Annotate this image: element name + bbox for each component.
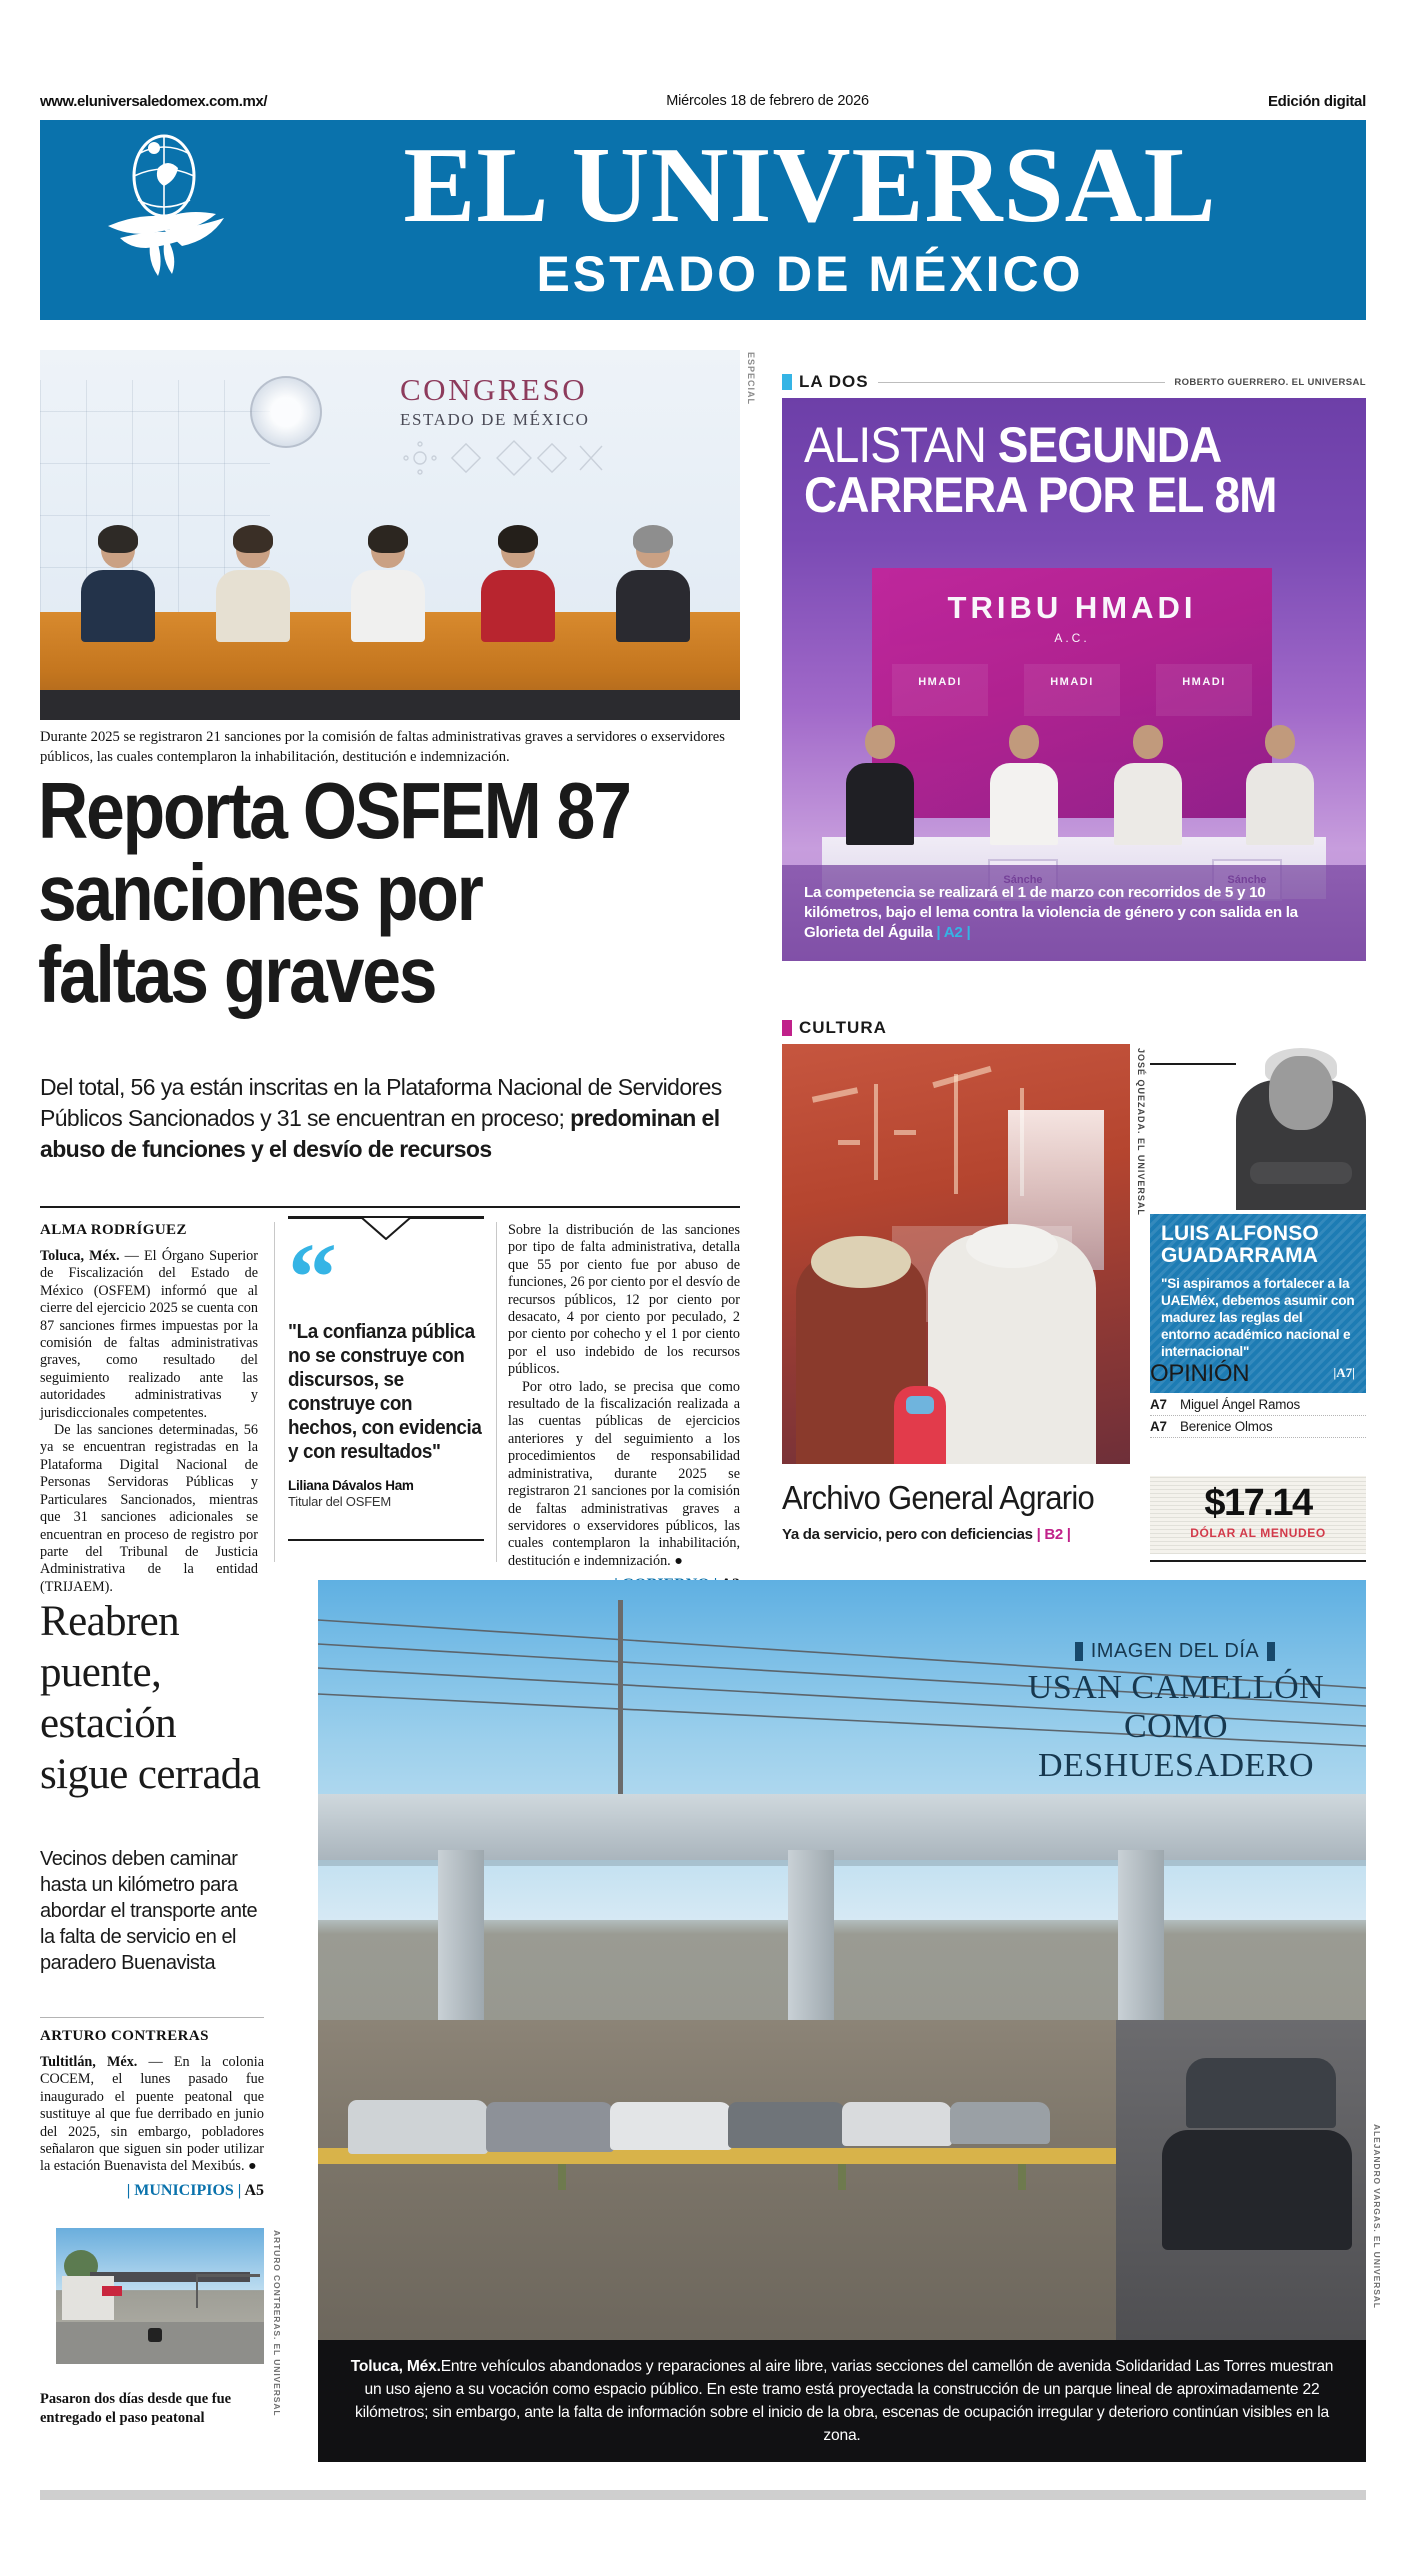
congress-logo-title: CONGRESO <box>400 372 588 407</box>
dollar-label: DÓLAR AL MENUDEO <box>1190 1526 1326 1540</box>
cultura-headline[interactable]: Archivo General Agrario <box>782 1479 1095 1516</box>
moving-car-right-2 <box>1186 2058 1336 2128</box>
list-item[interactable] <box>1150 1394 1366 1416</box>
cultura-subhead-text: Ya da servicio, pero con deficiencias <box>782 1526 1037 1543</box>
bridge-photo-motorcycle <box>148 2328 162 2342</box>
cultura-person-back <box>894 1386 946 1464</box>
opinion-section-title: OPINIÓN <box>1150 1360 1250 1387</box>
imagen-del-dia-credit: ALEJANDRO VARGAS. EL UNIVERSAL <box>1372 2124 1382 2309</box>
lados-title <box>804 417 1301 523</box>
roadside-weed-2 <box>838 2164 846 2190</box>
cultura-lamp-1 <box>812 1087 858 1102</box>
lados-title-part1: ALISTAN <box>804 417 998 473</box>
issue-date: Miércoles 18 de febrero de 2026 <box>666 93 869 109</box>
lados-kicker-rule <box>878 382 1166 383</box>
imagen-kicker-label: IMAGEN DEL DÍA <box>1090 1640 1260 1662</box>
dollar-rate-box <box>1150 1476 1366 1554</box>
imagen-del-dia-caption-bar <box>318 2340 1366 2462</box>
columnist-head <box>1269 1056 1333 1130</box>
footer-rule <box>40 2490 1366 2500</box>
bridge-byline: ARTURO CONTRERAS <box>40 2028 209 2044</box>
parked-car-2 <box>486 2102 614 2152</box>
edition-label: Edición digital <box>1267 92 1366 110</box>
lead-deck-bold: predominan el abuso de funciones y el desvío de recursos <box>40 1105 720 1162</box>
parked-car-4 <box>728 2102 846 2148</box>
lados-person-2 <box>978 725 1070 845</box>
photo-desk-front <box>40 690 740 720</box>
column-separator-1 <box>274 1222 275 1562</box>
lados-tile-1: HMADI <box>892 664 988 716</box>
columnist-name: LUIS ALFONSO GUADARRAMA <box>1161 1222 1319 1267</box>
cultura-subhead <box>782 1526 1142 1543</box>
congress-ornament-icon <box>402 440 612 476</box>
bridge-photo-building <box>62 2276 114 2320</box>
bridge-photo <box>56 2228 264 2364</box>
eagle-logo-icon <box>98 134 268 284</box>
lead-photo <box>40 350 740 720</box>
dollar-bottom-rule <box>1150 1560 1366 1562</box>
lados-brand-sub: A.C. <box>1054 631 1090 645</box>
site-url[interactable]: www.eluniversaledomex.com.mx/ <box>40 92 268 110</box>
cultura-photo[interactable] <box>782 1044 1130 1464</box>
cultura-hat-icon <box>811 1236 911 1288</box>
pull-quote-bottom-rule <box>288 1539 484 1541</box>
bridge-body <box>40 2054 264 2176</box>
opinion-item-page: A7 <box>1150 1397 1167 1412</box>
bridge-divider <box>40 2017 264 2018</box>
lados-person-4 <box>1234 725 1326 845</box>
lead-body-3 <box>508 1222 740 1570</box>
lead-byline: ALMA RODRÍGUEZ <box>40 1222 187 1238</box>
column-separator-2 <box>496 1222 497 1562</box>
photo-seal <box>250 376 322 448</box>
parked-car-3 <box>610 2102 732 2150</box>
moving-car-right <box>1162 2130 1352 2250</box>
bridge-headline[interactable]: Reabren puente, estación sigue cerrada <box>40 1598 261 1798</box>
imagen-kicker-bar-left-icon <box>1075 1642 1083 1661</box>
cultura-credit: JOSÉ QUEZADA. EL UNIVERSAL <box>1136 1048 1146 1216</box>
lados-brand-text: TRIBU HMADI <box>947 590 1197 625</box>
lados-kicker[interactable] <box>782 372 869 392</box>
lados-caption-page[interactable]: | A2 | <box>936 924 971 941</box>
opinion-list <box>1150 1394 1366 1438</box>
lados-tile-3: HMADI <box>1156 664 1252 716</box>
bridge-column <box>40 2028 264 2200</box>
imagen-caption-text: Entre vehículos abandonados y reparaciones al aire libre, varias secciones del camellón de avenida Solidaridad Las Torres muestran un uso ajeno a su vocación como espacio público. En este tramo está proyectada la construcción de un parque lineal de aproximadamente 22 kilómetros; sin embargo, ante la falta de información sobre el inicio de la obra, escenas de ocupación irregular y deterioro continúan visibles en la zona. <box>355 2358 1334 2444</box>
opinion-item-name: Berenice Olmos <box>1180 1419 1273 1434</box>
lados-person-1 <box>834 725 926 845</box>
lados-header <box>782 372 1366 392</box>
bridge-photo-sign <box>102 2286 122 2296</box>
cultura-page[interactable]: | B2 | <box>1036 1526 1071 1543</box>
cultura-pole-2 <box>954 1074 958 1194</box>
congress-logo-subtitle: ESTADO DE MÉXICO <box>400 410 590 429</box>
lados-brand <box>872 592 1272 654</box>
lead-body-1 <box>40 1248 258 1596</box>
pull-quote <box>288 1216 484 1541</box>
lados-credit: ROBERTO GUERRERO. EL UNIVERSAL <box>1174 376 1366 388</box>
photo-panelists <box>40 522 740 642</box>
lados-kicker-bar-icon <box>782 374 792 390</box>
lead-deck-plain: Del total, 56 ya están inscritas en la Plataforma Nacional de Servidores Públicos Sancionados y 31 se encuentran en proceso; <box>40 1074 722 1131</box>
lados-kicker-label: LA DOS <box>799 372 869 391</box>
columnist-quote: "Si aspiramos a fortalecer a la UAEMéx, debemos asumir con madurez las reglas del entorno académico nacional e internacional" <box>1161 1276 1355 1359</box>
columnist-arms <box>1250 1162 1352 1184</box>
lead-dateline: Toluca, Méx. <box>40 1248 120 1264</box>
imagen-del-dia-caption <box>318 2355 1366 2447</box>
pull-quote-text: "La confianza pública no se construye con discursos, se construye con hechos, con evidencia y con resultados" <box>288 1320 482 1463</box>
top-bar <box>40 88 1366 114</box>
cultura-cap-icon <box>966 1224 1058 1268</box>
opinion-item-name: Miguel Ángel Ramos <box>1180 1397 1300 1412</box>
lados-photo[interactable] <box>782 398 1366 961</box>
bridge-dateline: Tultitlán, Méx. <box>40 2054 138 2070</box>
masthead-title: EL UNIVERSAL <box>403 126 1217 245</box>
lead-divider <box>40 1206 740 1208</box>
opinion-item-page: A7 <box>1150 1419 1167 1434</box>
lados-stage-backdrop <box>872 568 1272 818</box>
lados-title-part2: CARRERA POR EL 8M <box>804 467 1277 523</box>
lead-col3-p1: Sobre la distribución de las sanciones por tipo de falta administrativa, detalla que 55 por ciento fue por abuso de funciones, 26 por ciento por el desvío de recursos públicos, 12 por ciento por desacato, 4 por ciento por peculado, 2 por ciento por cohecho y el 1 por ciento por el uso indebido de los recursos públicos. <box>508 1222 740 1378</box>
parked-car-5 <box>842 2102 952 2146</box>
cultura-pole-1 <box>874 1084 878 1180</box>
lados-caption-box <box>782 865 1366 961</box>
bridge-jump-section[interactable]: | MUNICIPIOS | <box>126 2181 242 2199</box>
columnist-photo <box>1236 1040 1366 1210</box>
masthead-subtitle: ESTADO DE MÉXICO <box>536 246 1084 302</box>
lados-caption-text: La competencia se realizará el 1 de marzo con recorridos de 5 y 10 kilómetros, bajo el lema contra la violencia de género y con salida en la Glorieta del Águila <box>804 884 1298 941</box>
cultura-person-right <box>928 1234 1096 1464</box>
cultura-mask-icon <box>906 1396 934 1414</box>
bridge-photo-credit: ARTURO CONTRERAS. EL UNIVERSAL <box>272 2230 282 2417</box>
lados-caption <box>804 883 1344 943</box>
cultura-lamp-4 <box>894 1130 916 1135</box>
cultura-lamp-3 <box>838 1140 860 1145</box>
pull-quote-role: Titular del OSFEM <box>288 1494 392 1509</box>
lados-tile-2: HMADI <box>1024 664 1120 716</box>
roadside-weed-1 <box>558 2164 566 2190</box>
imagen-del-dia-title: USAN CAMELLÓN COMO DESHUESADERO <box>1027 1669 1325 1784</box>
lead-column-3 <box>508 1222 740 1594</box>
bridge-photo-overpass <box>196 2274 260 2308</box>
cultura-kicker[interactable] <box>782 1018 887 1038</box>
cultura-kicker-label: CULTURA <box>799 1018 887 1037</box>
lados-title-bold1: SEGUNDA <box>997 417 1222 473</box>
bridge-photo-caption: Pasaron dos días desde que fue entregado el paso peatonal <box>40 2391 232 2426</box>
congress-logo <box>400 372 590 430</box>
cultura-kicker-bar-icon <box>782 1020 792 1036</box>
lead-col3-p2: Por otro lado, se precisa que como resultado de la fiscalización realizada a las cuentas públicas de ejercicios anteriores y del seguimiento a los procedimientos de responsabilidad administrativa, durante 2025 se registraron 21 sanciones por la comisión de faltas administrativas graves a servidores o exservidores públicos, las cuales contemplaron la inhabilitación, destitución e indemnización. ● <box>508 1378 740 1569</box>
imagen-kicker-bar-right-icon <box>1267 1642 1275 1661</box>
lead-photo-caption: Durante 2025 se registraron 21 sanciones por la comisión de faltas administrativas graves a servidores o exservidores públicos, las cuales contemplaron la inhabilitación, destitución e indemnización. <box>40 729 725 765</box>
quote-mark-icon: “ <box>288 1224 331 1332</box>
imagen-del-dia-kicker <box>1010 1640 1340 1663</box>
imagen-caption-dateline: Toluca, Méx. <box>350 2358 441 2375</box>
list-item[interactable] <box>1150 1416 1366 1438</box>
roadside-weed-3 <box>1018 2164 1026 2190</box>
cultura-lamp-2 <box>932 1066 991 1088</box>
lead-deck <box>40 1072 740 1165</box>
masthead <box>40 120 1366 320</box>
lead-column-1 <box>40 1222 258 1596</box>
bridge-body-text: — En la colonia COCEM, el lunes pasado fue inaugurado el puente peatonal que sustituye al que fue derribado en junio del 2025, sin embargo, pobladores señalaron que siguen sin poder utilizar la estación Buenavista del Mexibús. ● <box>40 2054 264 2175</box>
parked-car-6 <box>950 2102 1050 2144</box>
lead-photo-credit: ESPECIAL <box>746 352 756 406</box>
columnist-page[interactable]: |A7| <box>1333 1365 1355 1380</box>
cultura-header <box>782 1018 1132 1038</box>
bridge-deck: Vecinos deben caminar hasta un kilómetro para abordar el transporte ante la falta de servicio en el paradero Buenavista <box>40 1848 258 1974</box>
lead-col1-p2: De las sanciones determinadas, 56 ya se encuentran registradas en la Plataforma Digital Nacional de Personas Servidoras Públicas y Particulares Sancionados, mientras que 31 sanciones adicionales se encuentran en proceso de registro por parte del Tribunal de Justicia Administrativa de la entidad (TRIJAEM). <box>40 1422 258 1595</box>
parked-car-1 <box>348 2100 488 2154</box>
bridge-jumpline[interactable] <box>40 2182 264 2200</box>
lados-person-3 <box>1102 725 1194 845</box>
pull-quote-author: Liliana Dávalos Ham <box>288 1478 414 1493</box>
dollar-amount: $17.14 <box>1204 1482 1312 1524</box>
lead-col1-p1: — El Órgano Superior de Fiscalización del Estado de México (OSFEM) informó que al cierre del ejercicio 2025 se cuenta con 87 sanciones firmes impuestas por la comisión de faltas administrativas graves, como resultado del seguimiento realizado ante las autoridades administrativas y jurisdiccionales competentes. <box>40 1248 258 1421</box>
lead-headline[interactable]: Reporta OSFEM 87 sanciones por faltas graves <box>38 766 630 1019</box>
bridge-jump-page[interactable]: A5 <box>244 2181 264 2199</box>
